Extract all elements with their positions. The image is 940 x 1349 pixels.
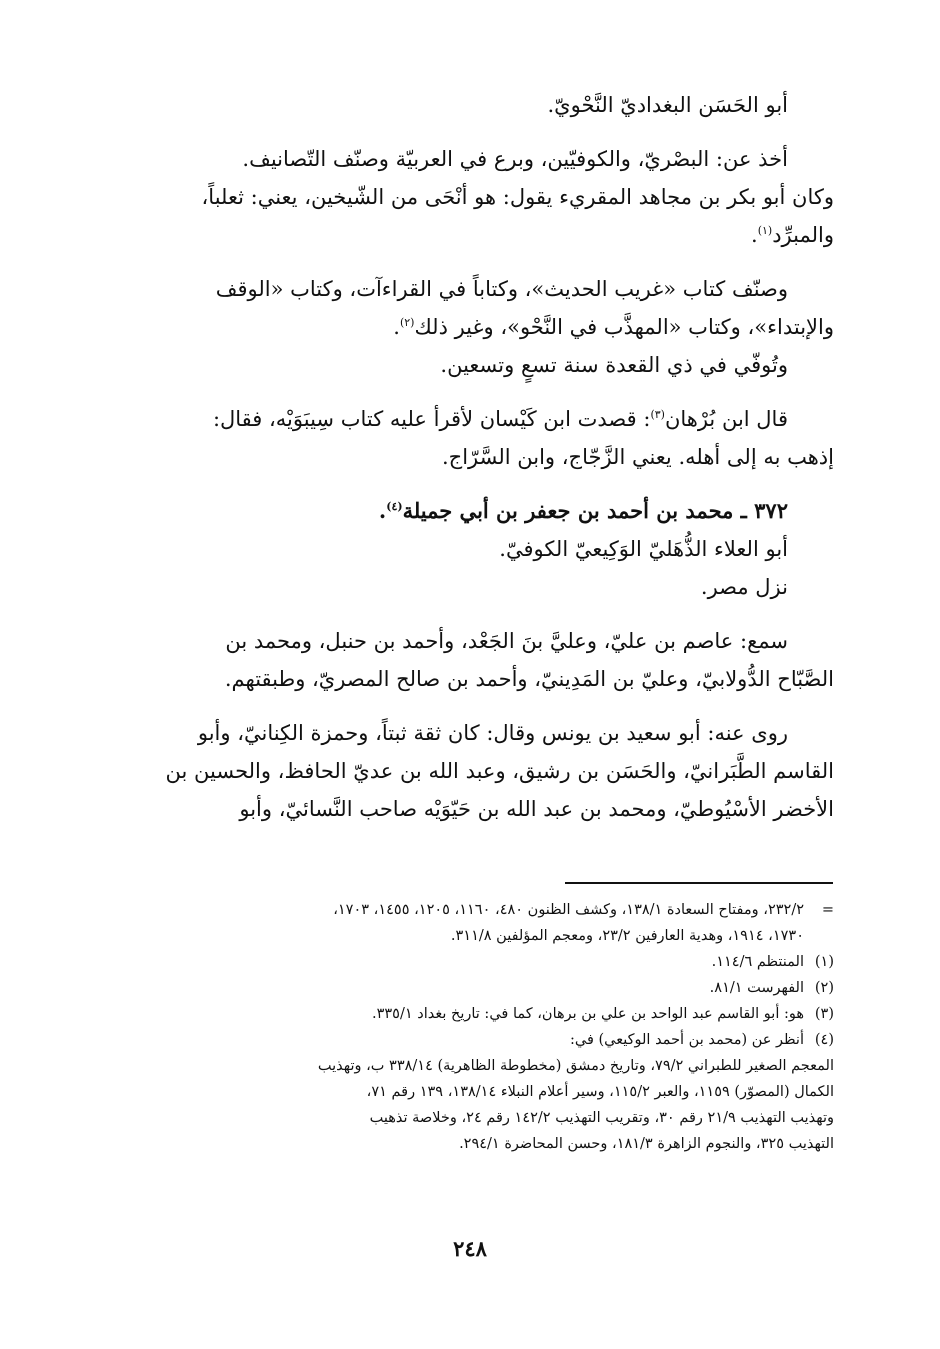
footnote-ref-2[interactable]: (٢) [399, 316, 415, 329]
footnote-marker: (٢) [814, 980, 834, 996]
footnote-line: الكمال (المصوّر) ١١٥٩، والعبر ١١٥/٢، وسير أعلام النبلاء ١٣٨/١٤، ١٣٩ رقم ٧١، [366, 1084, 834, 1100]
footnote-3 [112, 1001, 834, 1027]
paragraph-end: . [751, 223, 758, 247]
death-line: وتُوفّي في ذي القعدة سنة تسعٍ وتسعين. [440, 353, 788, 377]
footnote-text: أنظر عن (محمد بن أحمد الوكيعي) في: [570, 1032, 804, 1048]
paragraph-line: والإبتداء»، وكتاب «المهذَّب في النَّحْو»، وغير ذلك [414, 315, 834, 339]
paragraph-line: الأخضر الأسْيُوطيّ، ومحمد بن عبد الله بن حَيّوَيْه صاحب النَّسائيّ، وأبو [239, 797, 834, 821]
entry-heading [112, 492, 834, 530]
paragraph-line: وصنّف كتاب «غريب الحديث»، وكتاباً في القراءآت، وكتاب «الوقف [215, 277, 788, 301]
paragraph-line: سمع: عاصم بن عليّ، وعليَّ بنَ الجَعْد، وأحمد بن حنبل، ومحمد بن [225, 629, 788, 653]
paragraph-line: وكان أبو بكر بن مجاهد المقريء يقول: هو أنْحَى من الشّيخين، يعني: ثعلباً، [201, 185, 834, 209]
footnote-marker: (٤) [814, 1032, 834, 1048]
footnote-ref-3[interactable]: (٣) [650, 408, 665, 421]
paragraph-line: أخذ عن: البصْريّ، والكوفيّين، وبرع في العربيّة وصنّف التّصانيف. [242, 147, 788, 171]
paragraph-narrators [112, 714, 834, 828]
paragraph-line: روى عنه: أبو سعيد بن يونس وقال: كان ثقة ثبتاً، وحمزة الكِنانيّ، وأبو [197, 721, 788, 745]
entry-residence: نزل مصر. [700, 575, 788, 599]
footnote-2 [112, 975, 834, 1001]
footnote-line: وتهذيب التهذيب ٢١/٩ رقم ٣٠، وتقريب التهذيب ١٤٢/٢ رقم ٢٤، وخلاصة تذهيب [369, 1110, 834, 1126]
footnote-1 [112, 949, 834, 975]
footnote-4 [112, 1027, 834, 1053]
footnote-marker: = [821, 902, 834, 918]
paragraph-line: القاسم الطَّبَرانيّ، والحَسَن بن رشيق، وعبد الله بن عديّ الحافظ، والحسين بن [165, 759, 834, 783]
footnote-divider [565, 882, 833, 884]
paragraph-teachers [112, 140, 834, 254]
footnote-continuation [112, 897, 834, 949]
main-text [112, 86, 834, 828]
page-number: ٢٤٨ [453, 1236, 487, 1261]
paragraph-ibn-burhan [112, 400, 834, 476]
footnote-marker: (١) [814, 954, 834, 970]
footnote-line: التهذيب ٣٢٥، والنجوم الزاهرة ١٨١/٣، وحسن المحاضرة ٢٩٤/١. [459, 1136, 834, 1152]
paragraph-works [112, 270, 834, 346]
paragraph-line: والمبرِّد [772, 223, 834, 247]
footnote-text: الفهرست ٨١/١. [709, 980, 804, 996]
entry-kunya: أبو العلاء الذُّهَليّ الوَكِيعيّ الكوفيّ. [499, 537, 788, 561]
footnote-marker: (٣) [814, 1006, 834, 1022]
paragraph-line: قال ابن بُرْهان [664, 407, 788, 431]
paragraph-line: إذهب به إلى أهله. يعني الزَّجّاج، وابن السَّرّاج. [441, 445, 834, 469]
intro-line: أبو الحَسَن البغداديّ النَّحْويّ. [547, 93, 788, 117]
footnote-line: ١٧٣٠، ١٩١٤، وهدية العارفين ٢٣/٢، ومعجم المؤلفين ٣١١/٨. [450, 928, 804, 944]
paragraph-line: الصَّبّاح الدُّولابيّ، وعليّ بن المَدِينيّ، وأحمد بن صالح المصريّ، وطبقتهم. [224, 667, 834, 691]
footnote-ref-4[interactable]: (٤) [386, 500, 403, 513]
footnote-text: المنتظم ١١٤/٦. [711, 954, 804, 970]
paragraph-end: . [393, 315, 400, 339]
entry-title: ٣٧٢ ـ محمد بن أحمد بن جعفر بن أبي جميلة [402, 498, 788, 523]
footnote-text: هو: أبو القاسم عبد الواحد بن علي بن برهان، كما في: تاريخ بغداد ٣٣٥/١. [371, 1006, 804, 1022]
paragraph-line: : قصدت ابن كَيْسان لأقرأ عليه كتاب سِيبَوَيْه، فقال: [212, 407, 651, 431]
footnotes [112, 897, 834, 1157]
entry-title-end: . [378, 498, 387, 523]
paragraph-heard [112, 622, 834, 698]
footnote-line: ٢٣٢/٢، ومفتاح السعادة ١٣٨/١، وكشف الظنون ٤٨٠، ١١٦٠، ١٢٠٥، ١٤٥٥، ١٧٠٣، [333, 902, 804, 918]
footnote-ref-1[interactable]: (١) [757, 224, 773, 237]
footnote-line: المعجم الصغير للطبراني ٧٩/٢، وتاريخ دمشق (مخطوطة الظاهرية) ٣٣٨/١٤ ب، وتهذيب [317, 1058, 834, 1074]
